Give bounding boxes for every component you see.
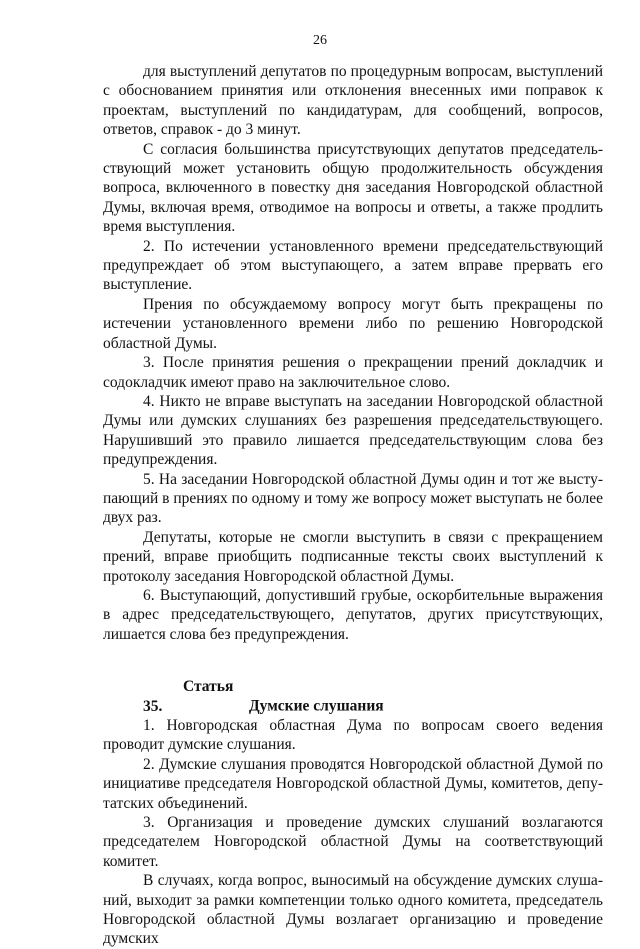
paragraph: Депутаты, которые не смогли выступить в связи с прекращением прений, вправе приобщить подписанные тексты своих выступлений к протоколу заседания Новгородской областной Думы. [103, 528, 603, 585]
page-number: 26 [313, 33, 327, 48]
paragraph: Прения по обсуждаемому вопросу могут быть прекращены по истечении установленного времени либо по решению Новгородской областной Думы. [103, 295, 603, 352]
paragraph-clause-3: 3. После принятия решения о прекращении прений докладчик и содокладчик имеют право на заключительное слово. [103, 354, 603, 391]
article-number: Статья 35. [143, 678, 234, 715]
paragraph-clause-2: 2. Думские слушания проводятся Новгородской областной Думой по инициативе председателя Новгородской областной Думы, комитетов, депутатских объединений. [103, 755, 603, 812]
paragraph-clause-2: 2. По истечении установленного времени председательствующий предупреждает об этом выступающего, а затем вправе прервать его выступление. [103, 237, 603, 294]
paragraph-continuation: для выступлений депутатов по процедурным вопросам, выступлений с обоснованием принятия или отклонения внесенных ими поправок к проектам, выступлений по кандидатурам, для сообщений, вопросов, ответов, справок - до 3 минут. [103, 63, 603, 139]
article-title: Думские слушания [249, 697, 384, 715]
paragraph: В случаях, когда вопрос, выносимый на обсуждение думских слушаний, выходит за рамки компетенции только одного комитета, председатель Новгородской областной Думы возлагает организацию и проведение думских [103, 872, 603, 948]
paragraph: С согласия большинства присутствующих депутатов председательствующий может установить общую продолжительность обсуждения вопроса, включенного в повестку дня заседания Новгородской областной Думы, включая время, отводимое на вопросы и ответы, а также продлить время выступления. [103, 140, 603, 236]
article-heading [103, 677, 603, 716]
paragraph-clause-4: 4. Никто не вправе выступать на заседании Новгородской областной Думы или думских слушаниях без разрешения председательствующего. Нарушивший это правило лишается председательствующим слова без предупреждения. [103, 392, 603, 469]
paragraph-clause-5: 5. На заседании Новгородской областной Думы один и тот же выступающий в прениях по одному и тому же вопросу может выступать не более двух раз. [103, 470, 603, 527]
document-body [103, 62, 603, 949]
paragraph-clause-3: 3. Организация и проведение думских слушаний возлагаются председателем Новгородской областной Думы на соответствующий комитет. [103, 814, 603, 870]
paragraph-clause-1: 1. Новгородская областная Дума по вопросам своего ведения проводит думские слушания. [103, 717, 603, 754]
paragraph-clause-6: 6. Выступающий, допустивший грубые, оскорбительные выражения в адрес председательствующего, депутатов, других присутствующих, лишается слова без предупреждения. [103, 586, 603, 643]
